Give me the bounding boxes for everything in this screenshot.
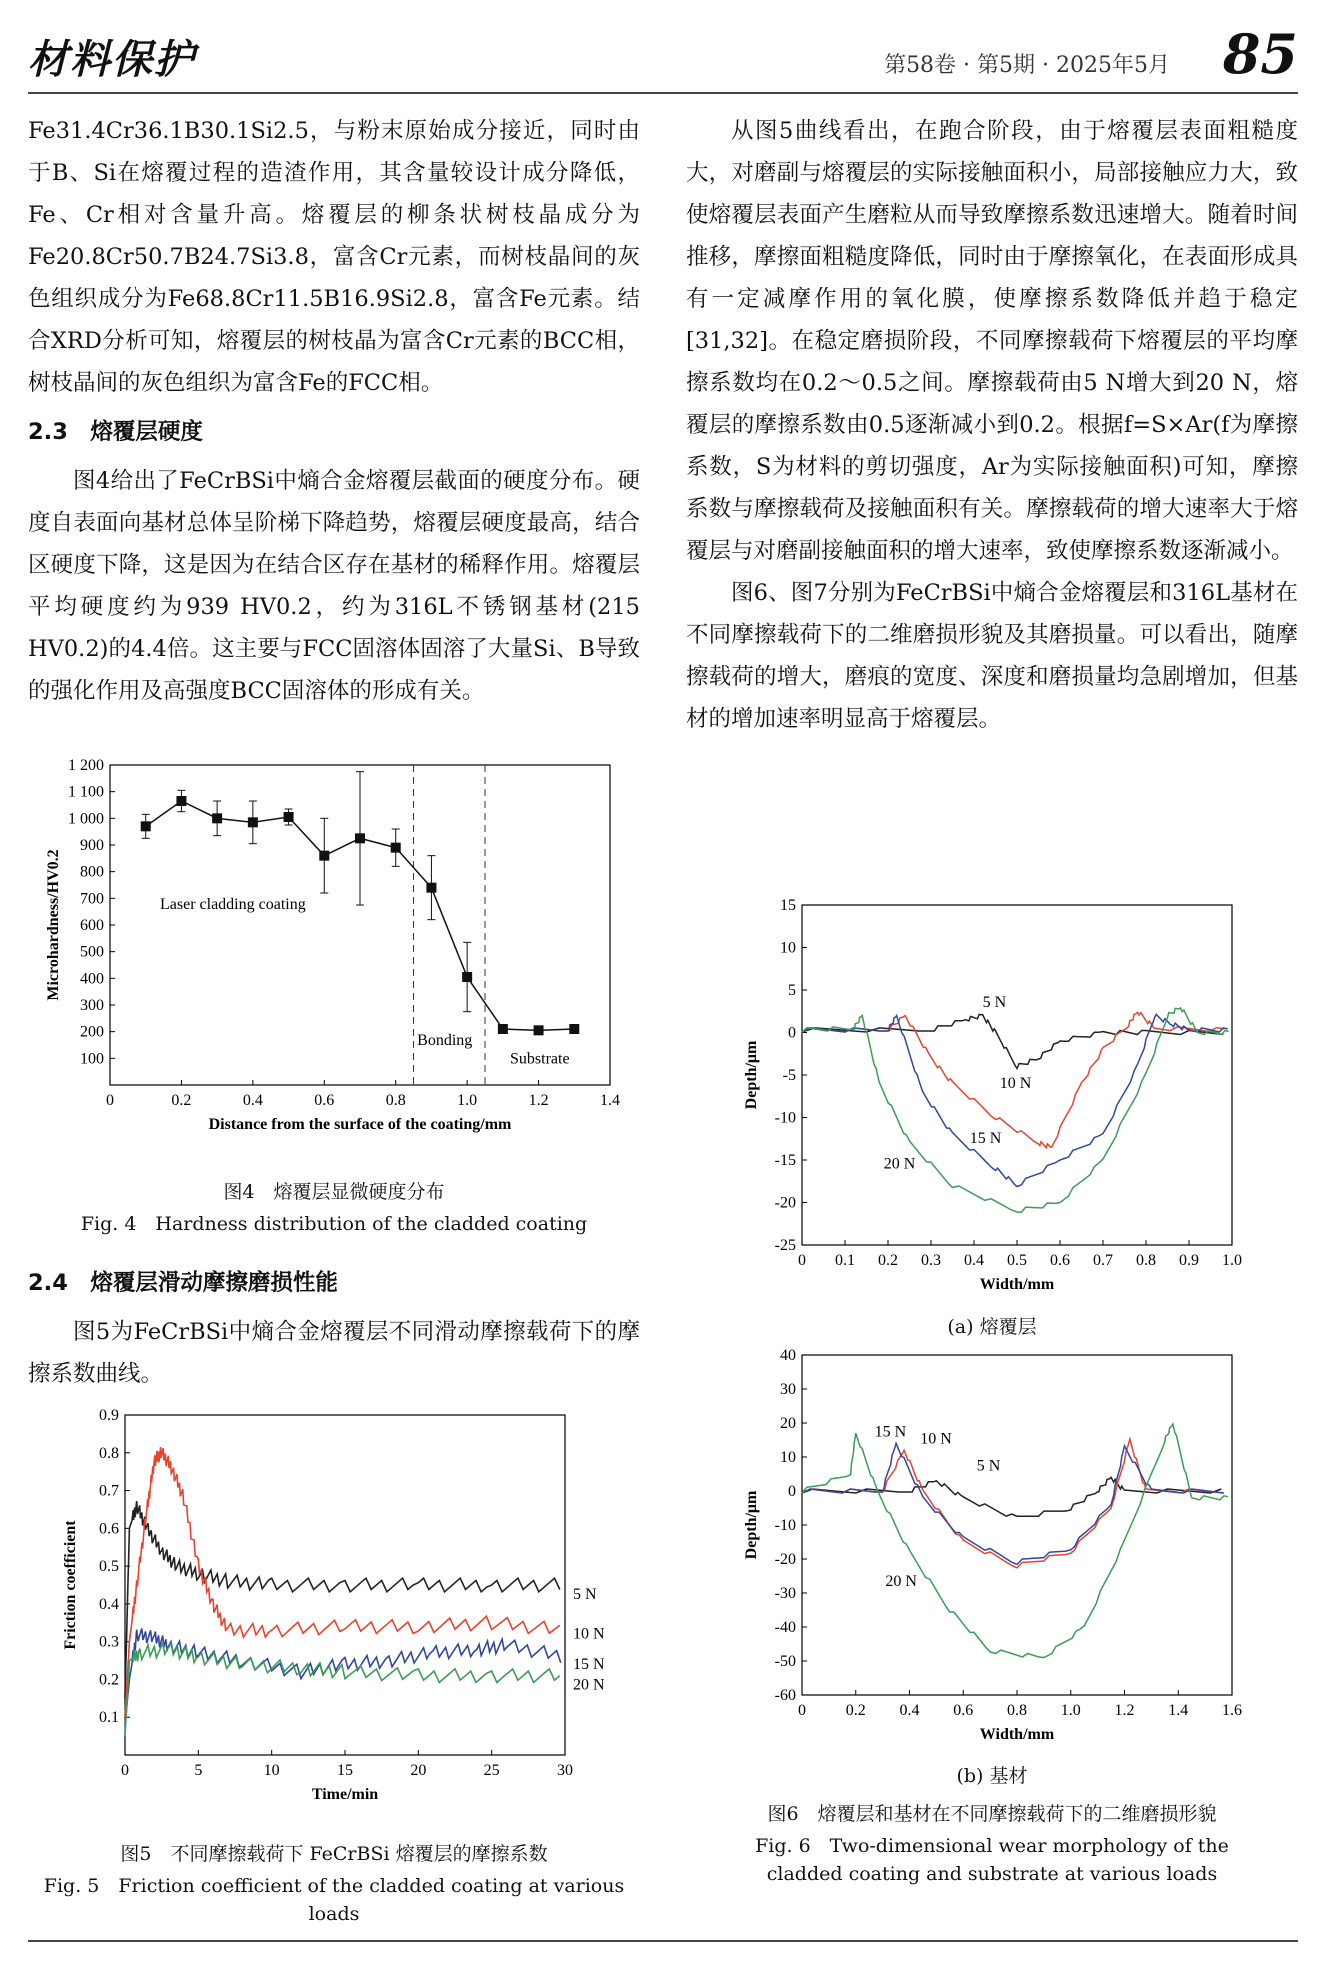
x-tick-label: 1.0 xyxy=(457,1092,478,1109)
x-tick-label: 0 xyxy=(106,1092,114,1109)
journal-logo: 材料保护 xyxy=(28,36,196,83)
y-tick-label: -50 xyxy=(774,1653,796,1670)
y-tick-label: -30 xyxy=(774,1585,796,1602)
fig6-caption-cn: 图6 熔覆层和基材在不同摩擦载荷下的二维磨损形貌 xyxy=(767,1803,1217,1825)
paragraph: Fe31.4Cr36.1B30.1Si2.5，与粉末原始成分接近，同时由于B、Si在熔覆过程的造渣作用，其含量较设计成分降低，Fe、Cr相对含量升高。熔覆层的柳条状树枝晶成分为Fe20.8Cr50.7B24.7Si3.8，富含Cr元素，而树枝晶间的灰色组织成分为Fe68.8Cr11.5B16.9Si2.8，富含Fe元素。结合XRD分析可知，熔覆层的树枝晶为富含Cr元素的BCC相，树枝晶间的灰色组织为富含Fe的FCC相。 xyxy=(28,118,640,396)
x-tick-label: 1.2 xyxy=(528,1092,549,1109)
fig6a-coating-wear-chart xyxy=(740,895,1300,1315)
data-point xyxy=(391,843,401,853)
friction-series-line xyxy=(125,1628,561,1724)
y-tick-label: 5 xyxy=(788,982,796,999)
wear-profile-line xyxy=(802,1014,1223,1068)
fig6-caption-en-1: Fig. 6 Two-dimensional wear morphology of the xyxy=(755,1835,1229,1857)
x-tick-label: 0.9 xyxy=(1179,1252,1199,1269)
fig4-caption-cn: 图4 熔覆层显微硬度分布 xyxy=(223,1181,445,1203)
wear-profile-line xyxy=(802,1014,1228,1186)
x-tick-label: 1.2 xyxy=(1114,1702,1135,1719)
series-label: 5 N xyxy=(573,1586,597,1603)
data-point xyxy=(176,796,186,806)
y-tick-label: -10 xyxy=(774,1109,796,1127)
x-axis-label: Width/mm xyxy=(979,1726,1055,1743)
data-point xyxy=(498,1024,508,1034)
x-tick-label: 0 xyxy=(798,1252,806,1269)
series-label: 20 N xyxy=(883,1155,916,1173)
x-tick-label: 1.4 xyxy=(600,1092,620,1109)
y-tick-label: 0.5 xyxy=(99,1558,119,1576)
x-tick-label: 0.2 xyxy=(171,1092,192,1109)
y-tick-label: 100 xyxy=(80,1050,104,1068)
x-tick-label: 0.3 xyxy=(921,1252,941,1269)
y-tick-label: 20 xyxy=(780,1415,796,1432)
data-point xyxy=(212,813,222,823)
series-label: 5 N xyxy=(976,1457,1001,1475)
x-tick-label: 0.8 xyxy=(385,1092,406,1109)
x-axis-label: Width/mm xyxy=(979,1276,1055,1293)
x-tick-label: 0.6 xyxy=(314,1092,335,1109)
y-tick-label: 800 xyxy=(80,863,104,881)
y-tick-label: -25 xyxy=(774,1237,796,1254)
x-tick-label: 0.4 xyxy=(242,1092,263,1109)
page-number: 85 xyxy=(1222,22,1298,86)
x-tick-label: 0.5 xyxy=(1007,1252,1027,1269)
footer-rule xyxy=(28,1940,1298,1942)
wear-profile-line xyxy=(802,1443,1224,1564)
x-tick-label: 0.2 xyxy=(845,1702,866,1719)
left-column-lower xyxy=(28,1255,640,1395)
section-heading: 2.4 熔覆层滑动摩擦磨损性能 xyxy=(28,1270,338,1296)
data-point xyxy=(355,833,365,843)
x-tick-label: 25 xyxy=(483,1762,500,1779)
wear-profile-line xyxy=(802,1008,1229,1212)
page-header xyxy=(28,22,1298,94)
y-tick-label: -10 xyxy=(774,1517,796,1534)
y-tick-label: 1 000 xyxy=(68,810,104,828)
paragraph: 图5为FeCrBSi中熵合金熔覆层不同滑动摩擦载荷下的摩擦系数曲线。 xyxy=(28,1319,640,1387)
data-point xyxy=(284,812,294,822)
y-tick-label: 0.3 xyxy=(99,1633,119,1651)
series-label: 15 N xyxy=(969,1130,1002,1147)
plot-frame xyxy=(802,1355,1232,1695)
annotation: Bonding xyxy=(417,1032,473,1049)
annotation: Laser cladding coating xyxy=(160,896,306,913)
y-tick-label: -20 xyxy=(774,1551,796,1568)
series-label: 5 N xyxy=(982,994,1007,1011)
fig6-caption-en-2: cladded coating and substrate at various loads xyxy=(766,1863,1218,1885)
x-tick-label: 30 xyxy=(557,1762,573,1779)
y-axis-label: Depth/μm xyxy=(743,1040,760,1110)
issue-info: 第58卷 · 第5期 · 2025年5月 xyxy=(884,53,1170,78)
paragraph: 从图5曲线看出，在跑合阶段，由于熔覆层表面粗糙度大，对磨副与熔覆层的实际接触面积小，局部接触应力大，致使熔覆层表面产生磨粒从而导致摩擦系数迅速增大。随着时间推移，摩擦面粗糙度降低，同时由于摩擦氧化，在表面形成具有一定减摩作用的氧化膜，使摩擦系数降低并趋于稳定[31,32]。在稳定磨损阶段，不同摩擦载荷下熔覆层的平均摩擦系数均在0.2～0.5之间。摩擦载荷由5 N增大到20 N，熔覆层的摩擦系数由0.5逐渐减小到0.2。根据f=S×Ar(f为摩擦系数，S为材料的剪切强度，Ar为实际接触面积)可知，摩擦系数与摩擦载荷及接触面积有关。摩擦载荷的增大速率大于熔覆层与对磨副接触面积的增大速率，致使摩擦系数逐渐减小。 xyxy=(686,118,1298,564)
left-column xyxy=(28,110,640,712)
x-tick-label: 0.8 xyxy=(1007,1702,1027,1719)
fig5-friction-chart xyxy=(40,1405,640,1830)
x-tick-label: 10 xyxy=(263,1762,280,1779)
y-axis-label: Friction coefficient xyxy=(62,1520,79,1650)
x-tick-label: 0.4 xyxy=(964,1252,984,1269)
y-axis-label: Microhardness/HV0.2 xyxy=(45,849,62,1001)
x-axis-label: Time/min xyxy=(311,1786,379,1803)
series-label: 20 N xyxy=(885,1573,917,1591)
y-tick-label: 600 xyxy=(80,917,104,934)
y-tick-label: 500 xyxy=(80,943,104,961)
data-point xyxy=(248,817,258,827)
fig5-caption-en: Fig. 5 Friction coefficient of the cladded coating at various loads xyxy=(43,1875,625,1925)
x-tick-label: 1.6 xyxy=(1222,1702,1242,1719)
y-axis-label: Depth/μm xyxy=(743,1490,760,1560)
x-tick-label: 1.4 xyxy=(1168,1702,1189,1719)
x-tick-label: 0.8 xyxy=(1136,1252,1156,1269)
fig4-caption-en: Fig. 4 Hardness distribution of the cladded coating xyxy=(80,1213,588,1235)
annotation: Substrate xyxy=(510,1050,570,1068)
fig6b-subcaption: (b) 基材 xyxy=(956,1765,1028,1787)
right-column xyxy=(686,110,1298,740)
wear-profile-line xyxy=(802,1477,1221,1516)
fig6a-subcaption: (a) 熔覆层 xyxy=(947,1316,1037,1338)
x-tick-label: 0.6 xyxy=(953,1702,974,1719)
y-tick-label: 200 xyxy=(80,1023,104,1041)
y-tick-label: 15 xyxy=(780,897,796,914)
x-tick-label: 1.0 xyxy=(1060,1702,1081,1719)
paragraph: 图4给出了FeCrBSi中熵合金熔覆层截面的硬度分布。硬度自表面向基材总体呈阶梯下降趋势，熔覆层硬度最高，结合区硬度下降，这是因为在结合区存在基材的稀释作用。熔覆层平均硬度约为939 HV0.2，约为316L不锈钢基材(215 HV0.2)的4.4倍。这主要与FCC固溶体固溶了大量Si、B导致的强化作用及高强度BCC固溶体的形成有关。 xyxy=(28,468,640,704)
data-point xyxy=(534,1025,544,1035)
series-label: 10 N xyxy=(920,1430,952,1448)
x-tick-label: 0.4 xyxy=(899,1702,920,1719)
y-tick-label: 300 xyxy=(80,997,104,1014)
fig6b-substrate-wear-chart xyxy=(740,1345,1300,1765)
y-tick-label: 0 xyxy=(788,1483,796,1500)
section-heading: 2.3 熔覆层硬度 xyxy=(28,419,203,445)
x-tick-label: 0.1 xyxy=(835,1252,855,1269)
data-point xyxy=(426,883,436,893)
x-tick-label: 0.6 xyxy=(1050,1252,1070,1269)
y-tick-label: 0 xyxy=(788,1024,796,1042)
y-tick-label: 1 200 xyxy=(68,757,104,774)
fig5-caption-cn: 图5 不同摩擦载荷下 FeCrBSi 熔覆层的摩擦系数 xyxy=(120,1843,548,1865)
x-tick-label: 0 xyxy=(798,1702,806,1719)
data-point xyxy=(569,1024,579,1034)
y-tick-label: 0.4 xyxy=(99,1595,119,1613)
x-tick-label: 20 xyxy=(410,1762,427,1779)
y-tick-label: -60 xyxy=(774,1687,796,1704)
y-tick-label: 0.2 xyxy=(99,1671,119,1689)
y-tick-label: 30 xyxy=(780,1381,796,1398)
x-tick-label: 0.7 xyxy=(1093,1252,1113,1269)
y-tick-label: -15 xyxy=(774,1152,796,1169)
x-tick-label: 1.0 xyxy=(1222,1252,1242,1269)
y-tick-label: 1 100 xyxy=(68,783,104,801)
friction-series-line xyxy=(125,1643,560,1736)
x-tick-label: 0 xyxy=(121,1762,129,1779)
y-tick-label: -20 xyxy=(774,1194,796,1212)
y-tick-label: 900 xyxy=(80,837,104,854)
y-tick-label: 0.1 xyxy=(99,1709,119,1727)
wear-profile-line xyxy=(802,1424,1228,1658)
x-tick-label: 0.2 xyxy=(878,1252,898,1269)
data-point xyxy=(141,821,151,831)
series-label: 15 N xyxy=(573,1655,605,1673)
x-tick-label: 15 xyxy=(337,1762,353,1779)
y-tick-label: -40 xyxy=(774,1619,796,1636)
y-tick-label: 0.7 xyxy=(99,1482,119,1500)
series-label: 10 N xyxy=(573,1625,605,1643)
y-tick-label: -5 xyxy=(782,1067,796,1084)
y-tick-label: 0.6 xyxy=(99,1520,119,1538)
y-tick-label: 10 xyxy=(780,939,796,957)
y-tick-label: 40 xyxy=(780,1347,796,1364)
series-label: 20 N xyxy=(573,1676,605,1694)
x-tick-label: 5 xyxy=(194,1762,203,1779)
y-tick-label: 0.9 xyxy=(99,1407,119,1424)
data-point xyxy=(319,851,329,861)
y-tick-label: 400 xyxy=(80,970,104,988)
paragraph: 图6、图7分别为FeCrBSi中熵合金熔覆层和316L基材在不同摩擦载荷下的二维磨损形貌及其磨损量。可以看出，随摩擦载荷的增大，磨痕的宽度、深度和磨损量均急剧增加，但基材的增加速率明显高于熔覆层。 xyxy=(686,580,1298,732)
fig4-hardness-chart xyxy=(40,755,640,1175)
y-tick-label: 10 xyxy=(780,1449,796,1466)
x-axis-label: Distance from the surface of the coating/mm xyxy=(208,1116,512,1133)
series-label: 10 N xyxy=(999,1074,1032,1092)
series-label: 15 N xyxy=(874,1423,907,1441)
y-tick-label: 700 xyxy=(80,890,104,908)
data-point xyxy=(462,972,472,982)
y-tick-label: 0.8 xyxy=(99,1444,119,1462)
